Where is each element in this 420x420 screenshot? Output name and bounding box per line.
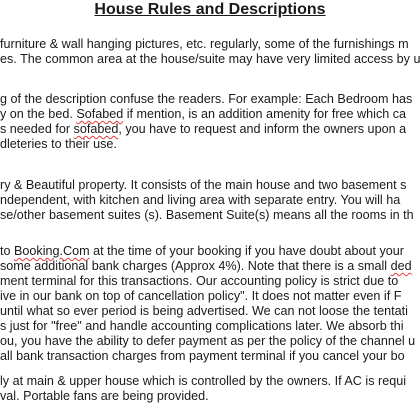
text-segment: some additional bank charges (Approx 4%). Note that there is a small bbox=[0, 259, 391, 273]
paragraph-1-line-1: furniture & wall hanging pictures, etc. regularly, some of the furnishings m bbox=[0, 37, 409, 51]
text-segment: s needed for bbox=[0, 122, 74, 136]
paragraph-2-line-3 bbox=[0, 122, 406, 137]
paragraph-4-line-6: s just for "free" and handle accounting complications later. We absorb thi bbox=[0, 319, 404, 333]
spellcheck-word: Sofabed bbox=[76, 107, 124, 121]
paragraph-3-line-1: ry & Beautiful property. It consists of the main house and two basement s bbox=[0, 178, 407, 192]
paragraph-5-line-2: val. Portable fans are being provided. bbox=[0, 389, 209, 403]
paragraph-2-line-1: g of the description confuse the readers. For example: Each Bedroom has bbox=[0, 92, 413, 106]
paragraph-4-line-3: ment terminal for this transactions. Our accounting policy is strict due to bbox=[0, 274, 399, 288]
document-title: House Rules and Descriptions bbox=[94, 1, 326, 18]
text-segment: y on the bed. bbox=[0, 107, 77, 121]
text-segment: to bbox=[0, 244, 15, 258]
paragraph-4-line-2 bbox=[0, 259, 412, 274]
text-segment: if mention, is an addition amenity for free which ca bbox=[123, 107, 407, 121]
paragraph-3-line-2: ndependent, with kitchen and living area with separate entry. You will ha bbox=[0, 193, 401, 207]
text-segment: , you have to request and inform the owners upon a bbox=[118, 122, 407, 136]
spellcheck-word: sofabed bbox=[73, 122, 119, 136]
paragraph-3-line-3: se/other basement suites (s). Basement Suite(s) means all the rooms in th bbox=[0, 208, 414, 222]
paragraph-4-line-7: ou, you have the ability to defer payment as per the policy of the channel u bbox=[0, 334, 416, 348]
spellcheck-word: ded bbox=[390, 259, 412, 273]
paragraph-4-line-4: ive in our bank on top of cancellation policy". It does not matter even if F bbox=[0, 289, 402, 303]
paragraph-1-line-2: es. The common area at the house/suite may have very limited access by u bbox=[0, 52, 420, 66]
paragraph-5-line-1: ly at main & upper house which is controlled by the owners. If AC is requi bbox=[0, 374, 407, 388]
paragraph-4-line-5: until what so ever period is being advertised. We can not loose the tentati bbox=[0, 304, 408, 318]
text-segment: at the time of your booking if you have doubt about your bbox=[89, 244, 404, 258]
paragraph-4-line-1 bbox=[0, 244, 404, 259]
paragraph-2-line-4: dleteries to their use. bbox=[0, 137, 117, 151]
booking-com-link[interactable]: Booking.Com bbox=[14, 244, 90, 258]
paragraph-2-line-2 bbox=[0, 107, 406, 122]
paragraph-4-line-8: all bank transaction charges from payment terminal if you cancel your bo bbox=[0, 349, 405, 363]
